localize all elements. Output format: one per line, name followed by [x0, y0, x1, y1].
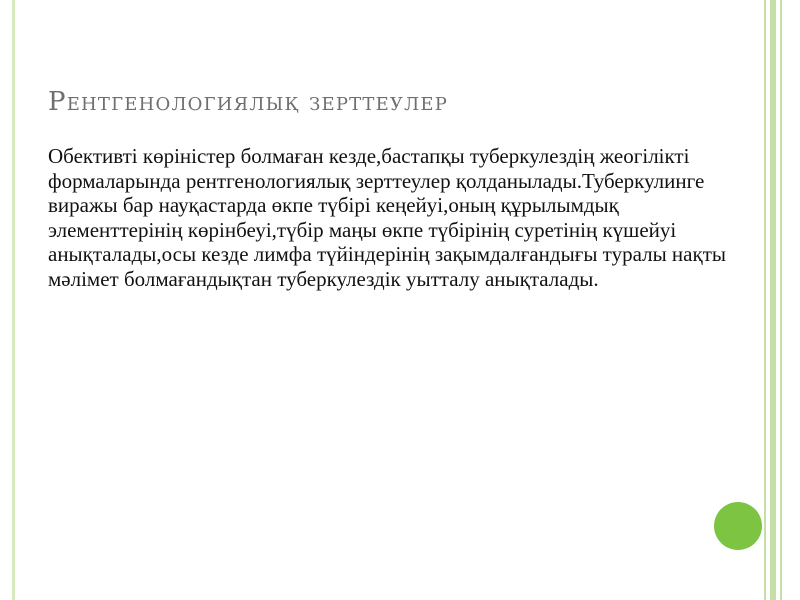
slide-title: Рентгенологиялық зерттеулер [48, 87, 449, 117]
slide-body-text: Обективті көріністер болмаған кезде,бастапқы туберкулездің жеогілікті формаларында рентгенологиялық зерттеулер қолданылады.Туберкулинге виражы бар науқастарда өкпе түбірі кеңейуі,оның құрылымдық элементтерінің көрінбеуі,түбір маңы өкпе түбірінің суретінің күшейуі анықталады,осы кезде лимфа түйіндерінің зақымдалғандығы туралы нақты мәлімет болмағандықтан туберкулездік уытталу анықталады. [48, 144, 726, 291]
left-border-line [12, 0, 15, 600]
right-border-band [770, 0, 776, 600]
accent-circle-decoration [714, 502, 762, 550]
right-border-line [764, 0, 766, 600]
right-border-line-outer [780, 0, 782, 600]
